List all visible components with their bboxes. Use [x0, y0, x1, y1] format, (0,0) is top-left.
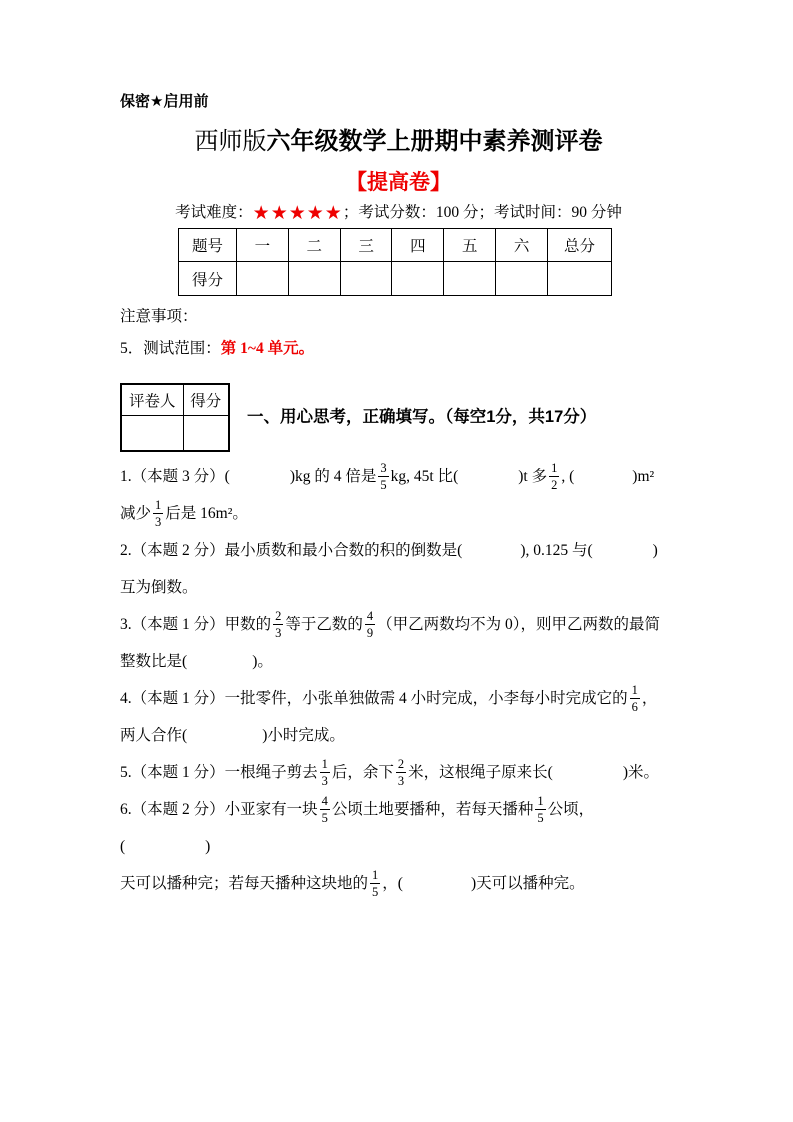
answer-blank: ( ) [453, 468, 524, 485]
answer-blank: ( ) [182, 653, 258, 670]
question: 3.（本题 1 分）甲数的 $\frac{2}{3}$ 等于乙数的 $\frac{4}{9}$ （甲乙两数均不为 0），则甲乙两数的最简 整数比是( )。 [120, 609, 661, 670]
question: 5.（本题 1 分）一根绳子剪去 $\frac{1}{3}$ 后，余下 $\frac{2}{3}$ 米，这根绳子原来长( )米。 [120, 757, 660, 789]
paper-title [120, 126, 677, 158]
score-table-header-cell: 题号 [179, 229, 237, 262]
section-one-heading: 一、用心思考，正确填写。（每空1分，共17分） [247, 408, 597, 426]
exam-meta-rest: ；考试分数：100 分；考试时间：90 分钟 [342, 204, 622, 221]
answer-blank: ( ) [569, 468, 638, 485]
score-table-body [179, 229, 612, 296]
score-table-header-cell: 四 [392, 229, 444, 262]
question: 4.（本题 1 分）一批零件，小张单独做需 4 小时完成，小李每小时完成它的 $\frac{1}{6}$ ， 两人合作( )小时完成。 [120, 683, 658, 744]
fraction: $\frac{4}{5}$ [321, 794, 328, 826]
question: 2.（本题 2 分）最小质数和最小合数的积的倒数是( ), 0.125 与( ) 互为倒数。 [120, 542, 658, 596]
score-table-header-cell: 一 [237, 229, 289, 262]
score-table-header-cell: 总分 [548, 229, 612, 262]
paper-title-main: 六年级数学上册期中素养测评卷 [266, 128, 603, 155]
score-table-header-cell: 五 [444, 229, 496, 262]
grader-header-cell: 评卷人 [121, 384, 183, 415]
fraction: $\frac{1}{6}$ [631, 683, 638, 715]
paper-subtitle: 【提高卷】 [346, 171, 451, 194]
score-cell-empty [340, 262, 392, 296]
grader-cell-empty [121, 415, 183, 451]
answer-blank: ( ) [547, 764, 629, 781]
note-range-highlight: 第 1~4 单元。 [220, 340, 315, 357]
grader-table-body [121, 384, 229, 451]
confidential-label: 保密★启用前 [120, 93, 209, 110]
fraction: $\frac{2}{3}$ [275, 609, 282, 641]
answer-blank: ( ) [182, 727, 268, 744]
fraction: $\frac{2}{3}$ [397, 757, 405, 789]
score-table-header-cell: 六 [496, 229, 548, 262]
answer-blank: ( ) [457, 542, 526, 559]
answer-blank: ( ) [120, 838, 211, 855]
score-cell-empty [288, 262, 340, 296]
grader-header-cell: 得分 [183, 384, 229, 415]
exam-meta [120, 201, 677, 225]
notes-section [120, 301, 677, 365]
score-cell-empty [237, 262, 289, 296]
score-cell-empty [496, 262, 548, 296]
answer-blank: ( ) [224, 468, 295, 485]
grader-row [120, 383, 677, 452]
answer-blank: ( ) [397, 875, 477, 892]
fraction: $\frac{1}{3}$ [155, 498, 162, 530]
fraction: $\frac{1}{5}$ [372, 868, 379, 900]
fraction: $\frac{1}{2}$ [551, 461, 558, 493]
score-table [178, 228, 612, 296]
notes-title: 注意事项： [120, 308, 198, 325]
grader-table [120, 383, 230, 452]
difficulty-label: 考试难度： [175, 204, 253, 221]
score-table-header-cell: 二 [288, 229, 340, 262]
difficulty-stars-icon: ★★★★★ [252, 202, 343, 224]
note-item-5-prefix: 5．测试范围： [120, 340, 221, 357]
fraction: $\frac{1}{3}$ [321, 757, 328, 789]
score-table-header-cell: 三 [340, 229, 392, 262]
question: 1.（本题 3 分）( )kg 的 4 倍是 $\frac{3}{5}$ kg, 45t 比( )t 多 $\frac{1}{2}$ , ( )m² 减少 $\frac{1}{3}$ 后是 16m²。 [120, 461, 655, 530]
grader-cell-empty [183, 415, 229, 451]
score-cell-empty [392, 262, 444, 296]
fraction: $\frac{3}{5}$ [380, 461, 387, 493]
score-row-label: 得分 [179, 262, 237, 296]
score-cell-empty [444, 262, 496, 296]
note-item-5 [120, 333, 677, 365]
fraction: $\frac{1}{5}$ [537, 794, 544, 826]
answer-blank: ( ) [587, 542, 658, 559]
question: 6.（本题 2 分）小亚家有一块 $\frac{4}{5}$ 公顷土地要播种，若每天播种 $\frac{1}{5}$ 公顷，( ) 天可以播种完；若每天播种这块地的 $\frac{1}{5}$ ，( )天可以播种完。 [120, 794, 595, 900]
score-cell-empty [548, 262, 612, 296]
paper-title-prefix: 西师版 [194, 128, 267, 155]
questions-list [120, 458, 677, 902]
fraction: $\frac{4}{9}$ [366, 609, 374, 641]
